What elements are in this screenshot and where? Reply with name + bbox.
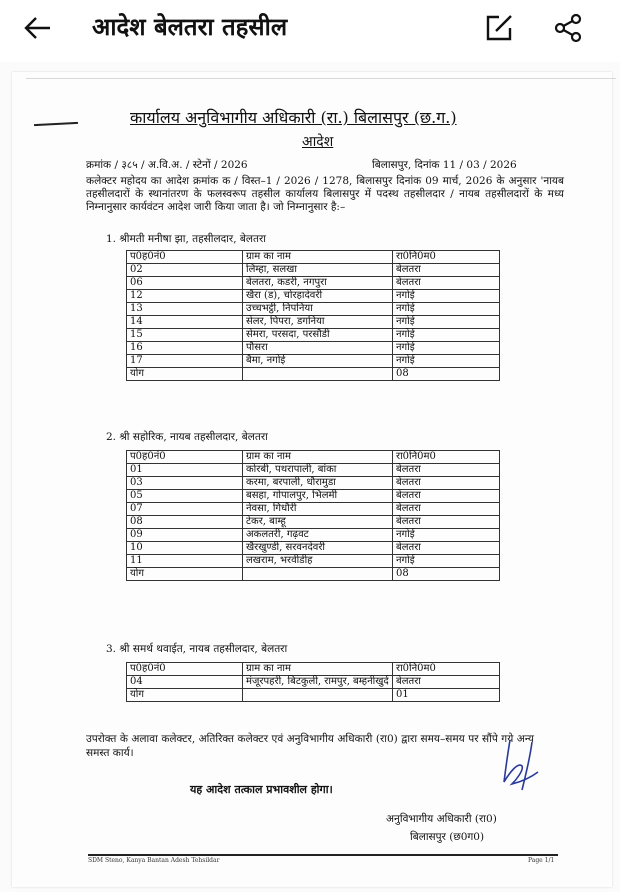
table-cell: बेलतरा [393, 477, 500, 490]
table-cell: नगोई [393, 316, 500, 329]
header-cell: प0ह0नं0 [127, 663, 243, 676]
table-cell: 09 [127, 529, 243, 542]
app-bar [0, 0, 620, 56]
table-header-row [127, 451, 500, 464]
total-label: योग [127, 689, 243, 702]
table-cell: टेकर, बाम्हू [243, 516, 393, 529]
total-label: योग [127, 568, 243, 581]
table-cell: 03 [127, 477, 243, 490]
table-cell [243, 568, 393, 581]
section-1-table [126, 250, 500, 381]
header-cell: रा0नि0म0 [393, 251, 500, 264]
table-cell: बेलतरा [393, 490, 500, 503]
table-cell: अकलतरी, गढ़वट [243, 529, 393, 542]
table-row [127, 676, 500, 689]
table-cell: बेलतरा [393, 542, 500, 555]
table-cell: 08 [127, 516, 243, 529]
table-cell: 15 [127, 329, 243, 342]
table-cell: नगोई [393, 355, 500, 368]
table-cell: मंजूरपहरी, बिटकुली, रामपुर, बम्हनीखुर्द [243, 676, 393, 689]
order-heading: आदेश [302, 134, 334, 150]
back-button[interactable] [20, 10, 60, 46]
table-cell: बैमा, नगोई [243, 355, 393, 368]
reference-date: बिलासपुर, दिनांक 11 / 03 / 2026 [372, 159, 517, 171]
table-cell: खैरा (ड), चोरहादेवरी [243, 290, 393, 303]
table-cell: बेलतरा [393, 516, 500, 529]
table-total-row [127, 689, 500, 702]
table-row [127, 516, 500, 529]
footer-page-number: Page 1/1 [528, 857, 555, 864]
edit-button[interactable] [479, 8, 519, 48]
footer-divider [88, 854, 558, 856]
table-cell: 06 [127, 277, 243, 290]
table-total-row [127, 368, 500, 381]
table-cell [243, 689, 393, 702]
table-cell: खैरखुण्डी, सरवनदेवरी [243, 542, 393, 555]
table-cell [243, 368, 393, 381]
signatory-place: बिलासपुर (छ0ग0) [410, 831, 485, 843]
office-heading: कार्यालय अनुविभागीय अधिकारी (रा.) बिलासपुर (छ.ग.) [130, 108, 457, 127]
table-row [127, 529, 500, 542]
table-row [127, 555, 500, 568]
header-cell: प0ह0नं0 [127, 451, 243, 464]
table-cell: बेलतरा [393, 503, 500, 516]
header-cell: प0ह0नं0 [127, 251, 243, 264]
table-cell: 01 [127, 464, 243, 477]
table-header-row [127, 251, 500, 264]
footer-text: SDM Steno, Kanya Bantan Adesh Tehsildar [88, 857, 220, 864]
table-cell: बेलतरा [393, 676, 500, 689]
table-cell: कोरबी, पथरापाली, बांका [243, 464, 393, 477]
section-3-label: 3. श्री समर्थ थवाईत, नायब तहसीलदार, बेलतरा [106, 643, 288, 655]
table-row [127, 342, 500, 355]
signatory-title: अनुविभागीय अधिकारी (रा0) [386, 813, 497, 825]
table-row [127, 277, 500, 290]
table-row [127, 329, 500, 342]
table-cell: लिम्हा, सलखा [243, 264, 393, 277]
header-cell: रा0नि0म0 [393, 663, 500, 676]
table-cell: सेलर, पिपरा, डगनिया [243, 316, 393, 329]
table-row [127, 355, 500, 368]
table-row [127, 503, 500, 516]
table-cell: 04 [127, 676, 243, 689]
table-cell: बेलतरा [393, 277, 500, 290]
closing-paragraph: उपरोक्त के अलावा कलेक्टर, अतिरिक्त कलेक्टर एवं अनुविभागीय अधिकारी (रा0) द्वारा समय–समय पर सौंपे गये अन्य समस्त कार्य। [86, 733, 534, 759]
table-row [127, 316, 500, 329]
section-3-table [126, 662, 500, 702]
table-row [127, 490, 500, 503]
table-cell: 12 [127, 290, 243, 303]
signature-icon [492, 732, 552, 802]
table-cell: बेलतरा, कडरी, नगपुरा [243, 277, 393, 290]
section-2-table [126, 450, 500, 581]
header-cell: रा0नि0म0 [393, 451, 500, 464]
table-cell: 07 [127, 503, 243, 516]
table-total-row [127, 568, 500, 581]
table-cell: 16 [127, 342, 243, 355]
pen-mark [34, 122, 78, 126]
table-cell: 11 [127, 555, 243, 568]
share-button[interactable] [548, 8, 588, 48]
reference-number: क्रमांक / ३८५ / अ.वि.अ. / स्टेनों / 2026 [86, 159, 248, 171]
table-cell: करमा, बरपाली, धौरामुडा [243, 477, 393, 490]
table-cell: 14 [127, 316, 243, 329]
total-value: 08 [393, 368, 500, 381]
section-2-label: 2. श्री सहोरिक, नायब तहसीलदार, बेलतरा [106, 431, 268, 443]
table-cell: 10 [127, 542, 243, 555]
table-cell: नगोई [393, 555, 500, 568]
effect-line: यह आदेश तत्काल प्रभावशील होगा। [190, 783, 333, 796]
table-cell: नगोई [393, 529, 500, 542]
table-cell: बसहा, गोपालपुर, भिलमी [243, 490, 393, 503]
table-cell: बेलतरा [393, 464, 500, 477]
table-row [127, 464, 500, 477]
header-cell: ग्राम का नाम [243, 251, 393, 264]
table-cell: नगोई [393, 342, 500, 355]
table-row [127, 290, 500, 303]
header-cell: ग्राम का नाम [243, 451, 393, 464]
table-cell: लखराम, भरवीडीह [243, 555, 393, 568]
table-header-row [127, 663, 500, 676]
arrow-left-icon [20, 10, 60, 46]
table-cell: 05 [127, 490, 243, 503]
document-page [12, 72, 612, 887]
section-1-label: 1. श्रीमती मनीषा झा, तहसीलदार, बेलतरा [106, 233, 266, 245]
table-cell: 13 [127, 303, 243, 316]
table-cell: नेवसा, गिधौरी [243, 503, 393, 516]
share-icon [548, 8, 588, 48]
header-cell: ग्राम का नाम [243, 663, 393, 676]
table-row [127, 477, 500, 490]
table-row [127, 303, 500, 316]
edit-icon [479, 8, 519, 48]
table-cell: पौसरा [243, 342, 393, 355]
document-viewer[interactable] [0, 62, 620, 892]
table-row [127, 542, 500, 555]
total-value: 01 [393, 689, 500, 702]
app-title: आदेश बेलतरा तहसील [92, 13, 288, 41]
total-label: योग [127, 368, 243, 381]
table-cell: उच्चभट्ठी, निपनिया [243, 303, 393, 316]
scan-edge-line [26, 78, 616, 79]
table-row [127, 264, 500, 277]
table-cell: बेलतरा [393, 264, 500, 277]
table-cell: नगोई [393, 329, 500, 342]
table-cell: 02 [127, 264, 243, 277]
total-value: 08 [393, 568, 500, 581]
table-cell: 17 [127, 355, 243, 368]
intro-paragraph: कलेक्टर महोदय का आदेश क्रमांक क / विस्त–1 / 2026 / 1278, बिलासपुर दिनांक 09 मार्च, 2026 के अनुसार 'नायब तहसीलदारों के स्थानांतरण के फलस्वरूप तहसील कार्यालय बिलासपुर में पदस्थ तहसीलदार / नायब तहसीलदारों के मध्य निम्नानुसार कार्यवंटन आदेश जारी किया जाता है। जो निम्नानुसार है:– [86, 175, 564, 213]
table-cell: सेमरा, परसदा, परसौडी [243, 329, 393, 342]
table-cell: नगोई [393, 290, 500, 303]
table-cell: नगोई [393, 303, 500, 316]
